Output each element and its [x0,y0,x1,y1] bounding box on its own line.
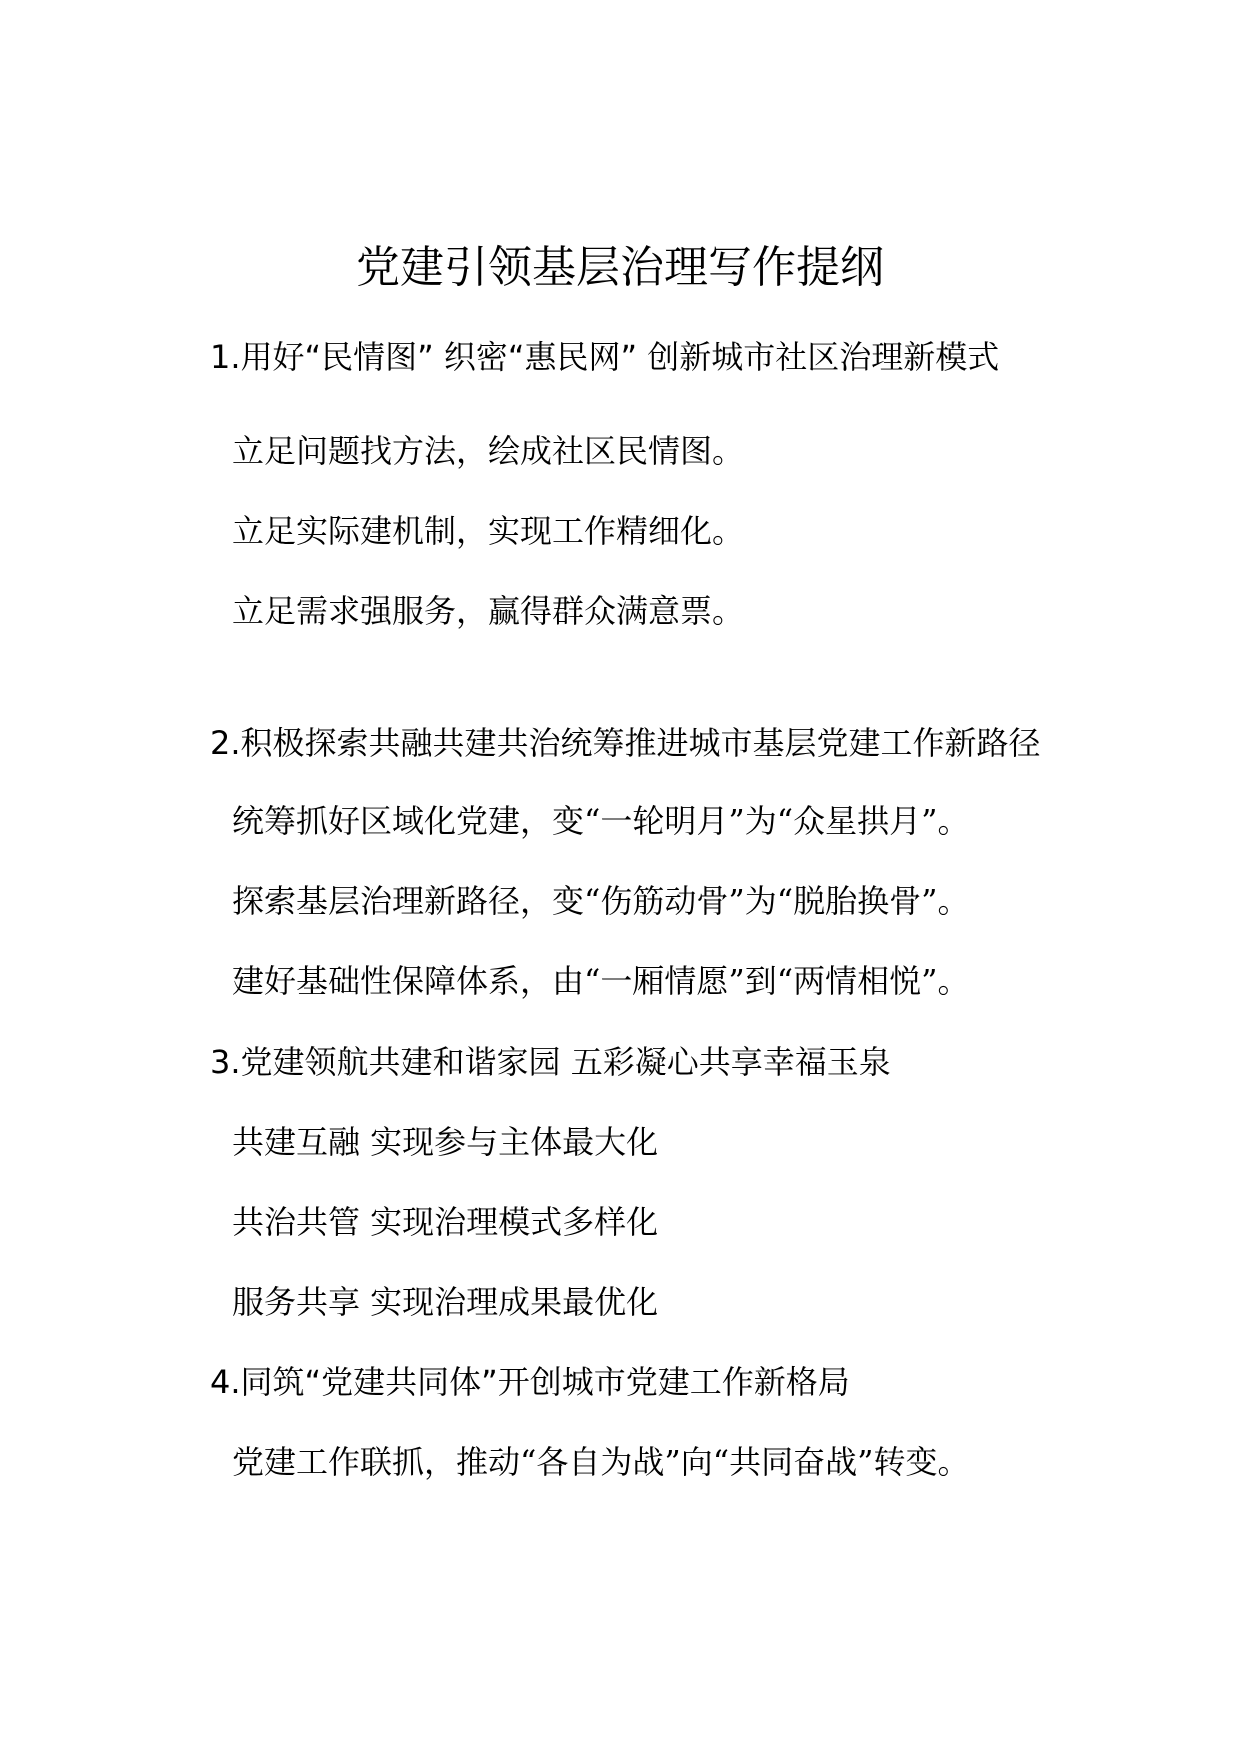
section-heading-4: 4.同筑“党建共同体”开创城市党建工作新格局 [210,1363,850,1401]
section-heading-3: 3.党建领航共建和谐家园 五彩凝心共享幸福玉泉 [210,1043,891,1081]
section-heading-2: 2.积极探索共融共建共治统筹推进城市基层党建工作新路径 [210,724,1041,762]
section-1-item-3: 立足需求强服务，赢得群众满意票。 [232,592,745,630]
section-1-item-1: 立足问题找方法，绘成社区民情图。 [232,432,745,470]
section-2-item-1: 统筹抓好区域化党建，变“一轮明月”为“众星拱月”。 [232,802,970,840]
section-3-item-3: 服务共享 实现治理成果最优化 [232,1283,659,1321]
section-3-item-2: 共治共管 实现治理模式多样化 [232,1203,659,1241]
section-4-item-1: 党建工作联抓，推动“各自为战”向“共同奋战”转变。 [232,1443,970,1481]
document-title: 党建引领基层治理写作提纲 [356,242,884,293]
section-2-item-3: 建好基础性保障体系，由“一厢情愿”到“两情相悦”。 [232,962,970,1000]
section-3-item-1: 共建互融 实现参与主体最大化 [232,1123,659,1161]
section-heading-1: 1.用好“民情图” 织密“惠民网” 创新城市社区治理新模式 [210,338,1000,376]
section-2-item-2: 探索基层治理新路径，变“伤筋动骨”为“脱胎换骨”。 [232,882,970,920]
section-1-item-2: 立足实际建机制，实现工作精细化。 [232,512,745,550]
